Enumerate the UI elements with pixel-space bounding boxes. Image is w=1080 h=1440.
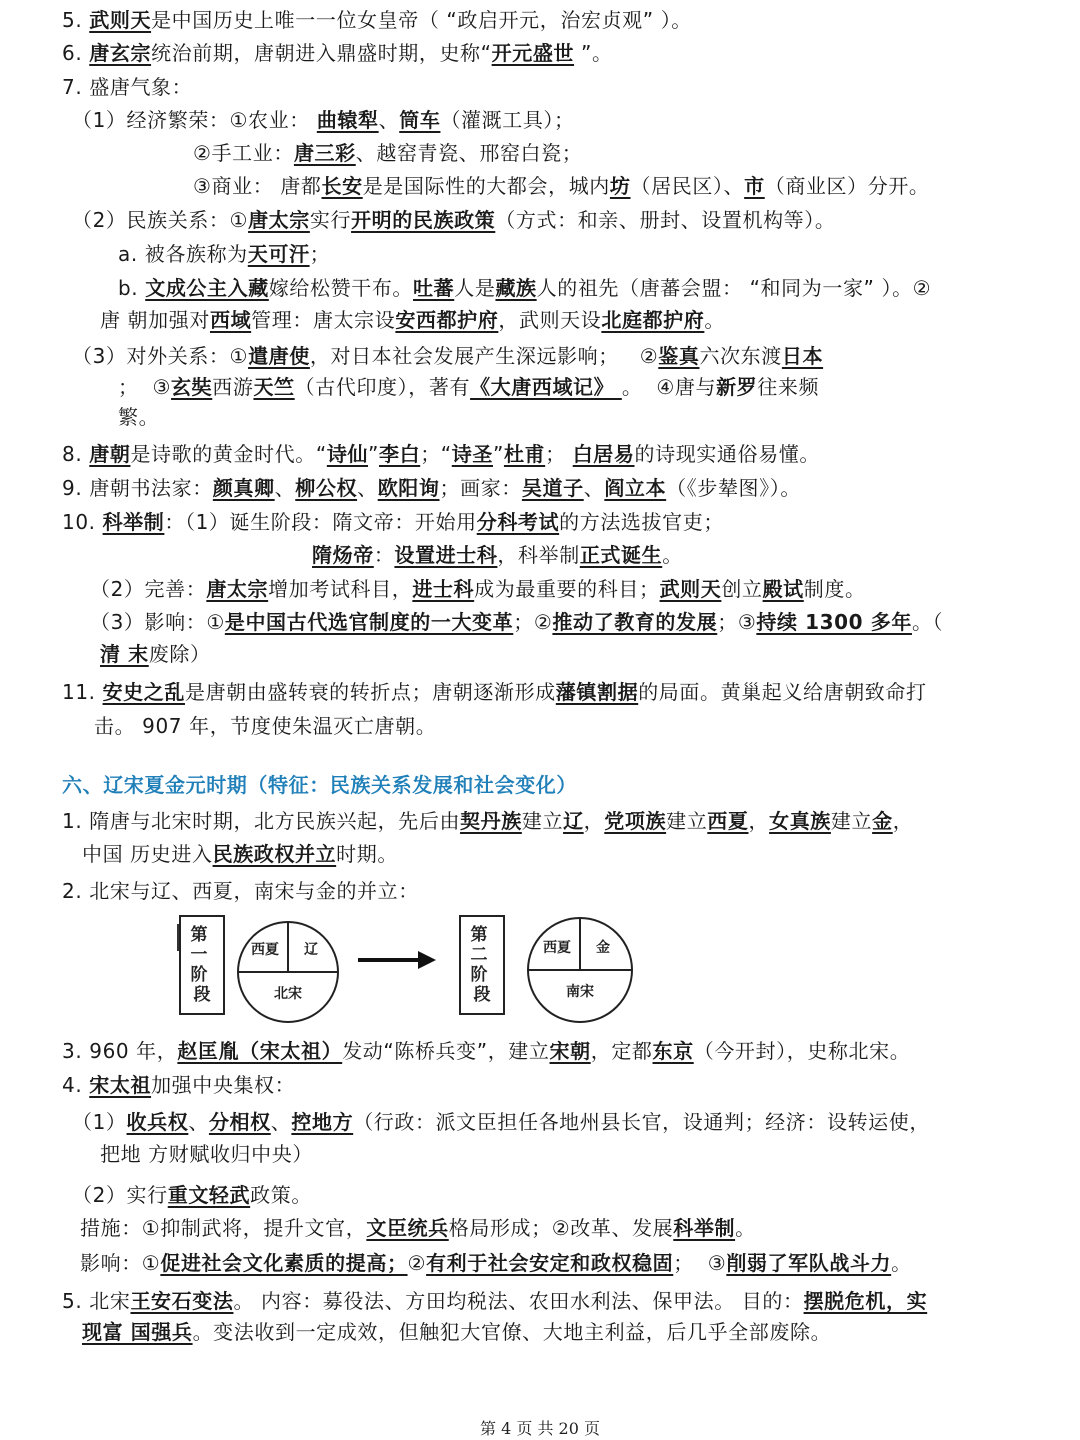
text-line: [118, 373, 819, 401]
key-term: 分科考试: [476, 510, 560, 534]
text-line: [72, 1181, 312, 1209]
text-run: （2）民族关系：①: [72, 208, 249, 232]
key-term: 控地方: [291, 1110, 354, 1134]
text-run: 。: [704, 308, 725, 332]
text-run: 管理：唐太宗设: [251, 308, 396, 332]
text-run: （3）影响：①: [90, 610, 225, 634]
key-term: 金: [872, 809, 893, 833]
text-run: 创立: [721, 577, 763, 601]
key-term: 赵匡胤（宋太祖）: [177, 1039, 343, 1063]
text-run: ；“: [420, 442, 452, 466]
text-run: 发动“陈桥兵变”，建立: [342, 1039, 550, 1063]
text-line: [62, 39, 613, 67]
key-term: 藏族: [495, 276, 537, 300]
stage1-region-xixia: 西夏: [251, 942, 279, 958]
key-term: 武则天: [89, 8, 152, 32]
key-term: 辽: [563, 809, 584, 833]
text-run: 8.: [62, 442, 90, 466]
text-run: ③商业： 唐都: [193, 174, 322, 198]
stage2-char-4: 段: [473, 985, 491, 1005]
text-run: ②手工业：: [193, 141, 294, 165]
text-run: ；②: [513, 610, 553, 634]
text-run: 。: [891, 1251, 912, 1275]
key-term: 殿试: [762, 577, 804, 601]
key-term: 文成公主入藏: [145, 276, 269, 300]
text-run: 格局形成；②改革、发展: [448, 1216, 674, 1240]
key-term: 西夏: [707, 809, 749, 833]
text-run: （居民区）、: [630, 174, 745, 198]
key-term: 女真族: [769, 809, 831, 833]
text-line: [72, 206, 835, 234]
key-term: 东京: [652, 1039, 694, 1063]
text-line: [62, 1037, 910, 1065]
key-term: 科举制: [102, 510, 165, 534]
key-term: 日本: [781, 344, 824, 368]
text-run: ； ③: [118, 375, 172, 399]
text-run: 人的祖先（唐蕃会盟： “和同为一家” ）。②: [536, 276, 932, 300]
text-run: 10.: [62, 510, 103, 534]
text-line: [100, 306, 725, 334]
key-term: 开明的民族政策: [351, 208, 496, 232]
text-run: ，武则天设: [498, 308, 602, 332]
key-term: 武则天: [659, 577, 722, 601]
text-run: 建立: [666, 809, 708, 833]
stage2-region-nansong: 南宋: [566, 984, 594, 1000]
text-run: ，: [748, 809, 770, 833]
text-line: [118, 274, 931, 302]
text-run: 是诗歌的黄金时代。“: [130, 442, 327, 466]
text-line: [100, 640, 211, 668]
text-line: [62, 678, 927, 706]
key-term: 遣唐使: [248, 344, 310, 368]
text-run: ；③: [717, 610, 757, 634]
key-term: 王安石变法: [130, 1289, 234, 1313]
key-term: 设置进士科: [394, 543, 498, 567]
text-run: 是是国际性的大都会，城内: [362, 174, 610, 198]
text-run: 废除）: [148, 642, 211, 666]
key-term: 现富 国强兵: [82, 1320, 193, 1344]
key-term: 契丹族: [460, 809, 522, 833]
key-term: 是中国古代选官制度的一大变革: [224, 610, 514, 634]
text-line: [90, 608, 943, 636]
text-run: 、: [583, 476, 605, 500]
text-line: [100, 1140, 313, 1168]
text-run: ：（1）诞生阶段：隋文帝：开始用: [164, 510, 477, 534]
text-line: [72, 342, 823, 370]
text-run: 影响：①: [80, 1251, 161, 1275]
key-term: 欧阳询: [377, 476, 440, 500]
stage2-region-xixia: 西夏: [543, 940, 571, 956]
text-line: [312, 541, 683, 569]
text-run: （古代印度），著有: [294, 375, 471, 399]
text-run: ：: [373, 543, 395, 567]
text-run: 11.: [62, 680, 103, 704]
text-run: 1. 隋唐与北宋时期，北方民族兴起，先后由: [62, 809, 461, 833]
text-run: 繁。: [118, 405, 160, 429]
text-run: ；: [309, 242, 331, 266]
text-run: 4.: [62, 1073, 90, 1097]
key-term: 党项族: [604, 809, 667, 833]
key-term: 唐玄宗: [89, 41, 152, 65]
text-run: 是唐朝由盛转衰的转折点；唐朝逐渐形成: [184, 680, 556, 704]
text-run: 唐 朝加强对: [100, 308, 210, 332]
text-line: [94, 712, 436, 740]
text-line: [72, 106, 575, 134]
key-term: 坊: [609, 174, 631, 198]
key-term: 开元盛世: [491, 41, 575, 65]
text-line: [62, 508, 724, 536]
key-term: 摆脱危机，实: [803, 1289, 928, 1313]
key-term: 安史之乱: [102, 680, 185, 704]
key-term: 收兵权: [126, 1110, 189, 1134]
text-line: [118, 240, 330, 268]
text-run: 人是: [454, 276, 496, 300]
text-run: ②: [407, 1251, 427, 1275]
text-run: 7. 盛唐气象：: [62, 75, 193, 99]
text-run: （《步辇图》）。: [666, 476, 801, 500]
text-run: 。: [662, 543, 683, 567]
text-run: a. 被各族称为: [118, 242, 248, 266]
text-line: [62, 73, 192, 101]
text-run: 建立: [830, 809, 873, 833]
key-term: 有利于社会安定和政权稳固: [426, 1251, 674, 1275]
page-footer: 第 4 页 共 20 页: [480, 1419, 600, 1438]
text-run: 西游: [212, 375, 254, 399]
key-term: 鉴真: [658, 344, 700, 368]
text-run: 5. 北宋: [62, 1289, 131, 1313]
text-run: （今开封），史称北宋。: [693, 1039, 911, 1063]
text-line: [62, 877, 419, 905]
text-run: 把地 方财赋收归中央）: [100, 1142, 313, 1166]
key-term: 唐太宗: [248, 208, 310, 232]
text-run: （2）实行: [72, 1183, 168, 1207]
key-term: 西域: [209, 308, 252, 332]
key-term: 分相权: [208, 1110, 271, 1134]
text-run: （1）: [72, 1110, 127, 1134]
text-run: ，: [583, 809, 605, 833]
key-term: 天竺: [253, 375, 295, 399]
stage1-region-liao: 辽: [304, 942, 318, 958]
text-run: 实行: [309, 208, 352, 232]
text-run: 加强中央集权：: [151, 1073, 296, 1097]
text-run: 新罗: [716, 375, 758, 399]
text-run: 是中国历史上唯一一位女皇帝（ “政启开元，治宏贞观” ）。: [151, 8, 692, 32]
text-run: 往来频: [757, 375, 820, 399]
text-line: [62, 440, 820, 468]
key-term: 杜甫: [503, 442, 546, 466]
stage2-region-jin: 金: [596, 940, 610, 956]
key-term: 宋朝: [549, 1039, 591, 1063]
text-run: 增加考试科目，: [268, 577, 413, 601]
key-term: 《大唐西域记》: [470, 375, 622, 399]
key-term: 唐三彩: [293, 141, 356, 165]
text-run: 嫁给松赞干布。: [268, 276, 414, 300]
right-arrow-icon: [358, 951, 436, 969]
key-term: 清 末: [100, 642, 149, 666]
text-run: ，对日本社会发展产生深远影响； ②: [309, 344, 659, 368]
key-term: 曲辕犁: [316, 108, 379, 132]
text-run: b.: [118, 276, 146, 300]
stage1-char-2: 一: [190, 945, 208, 965]
text-run: 、越窑青瓷、邢窑白瓷；: [355, 141, 583, 165]
text-run: ；画家：: [439, 476, 522, 500]
text-run: ； ③: [673, 1251, 727, 1275]
text-run: 、: [188, 1110, 209, 1134]
text-run: ”: [492, 442, 504, 466]
text-line: [80, 1249, 912, 1277]
key-term: 颜真卿: [212, 476, 275, 500]
song-liao-xixia-jin-diagram: [170, 906, 650, 1026]
text-line: [62, 6, 692, 34]
text-run: 政策。: [250, 1183, 312, 1207]
stage2-char-1: 第: [470, 925, 488, 945]
text-line: [118, 403, 159, 431]
key-term: 宋太祖: [89, 1073, 152, 1097]
section-heading: 六、辽宋夏金元时期（特征：民族关系发展和社会变化）: [62, 773, 577, 797]
text-run: （3）对外关系：①: [72, 344, 249, 368]
text-line: [62, 1287, 927, 1315]
text-line: [193, 172, 930, 200]
stage1-char-4: 段: [193, 985, 211, 1005]
text-run: ，: [892, 809, 914, 833]
text-run: 、: [378, 108, 400, 132]
text-run: 六次东渡: [699, 344, 782, 368]
text-run: （商业区）分开。: [764, 174, 930, 198]
text-run: 9. 唐朝书法家：: [62, 476, 213, 500]
text-line: [72, 1108, 930, 1136]
key-term: 藩镇割据: [555, 680, 639, 704]
stage2-char-2: 二: [470, 945, 488, 965]
text-run: （行政：派文臣担任各地州县长官，设通判；经济：设转运使，: [353, 1110, 930, 1134]
key-term: 隋炀帝: [312, 543, 374, 567]
text-run: 时期。: [336, 842, 398, 866]
key-term: 柳公权: [295, 476, 358, 500]
key-term: 重文轻武: [167, 1183, 251, 1207]
text-run: 3. 960 年，: [62, 1039, 178, 1063]
key-term: 白居易: [572, 442, 635, 466]
text-run: 、: [270, 1110, 292, 1134]
text-run: ；: [545, 442, 573, 466]
stage2-char-3: 阶: [470, 965, 488, 985]
key-term: 持续 1300 多年: [756, 610, 912, 634]
text-run: 建立: [521, 809, 564, 833]
key-term: 吴道子: [521, 476, 584, 500]
text-run: 制度。: [803, 577, 866, 601]
stage1-region-beisong: 北宋: [274, 986, 302, 1002]
text-line: [62, 807, 913, 835]
text-run: 。（: [911, 610, 944, 634]
key-term: 北庭都护府: [601, 308, 705, 332]
text-run: 的诗现实通俗易懂。: [634, 442, 820, 466]
key-term: 诗圣: [451, 442, 493, 466]
text-run: 。: [735, 1216, 756, 1240]
text-run: ”: [368, 442, 379, 466]
text-line: [82, 1318, 831, 1346]
key-term: 削弱了军队战斗力: [726, 1251, 892, 1275]
text-run: （灌溉工具）；: [440, 108, 575, 132]
key-term: 安西都护府: [395, 308, 499, 332]
key-term: 李白: [379, 442, 421, 466]
text-run: 中国 历史进入: [82, 842, 213, 866]
text-run: 、: [357, 476, 378, 500]
key-term: 长安: [321, 174, 363, 198]
text-line: [62, 474, 801, 502]
text-run: 统治前期，唐朝进入鼎盛时期，史称“: [151, 41, 492, 65]
key-term: 唐太宗: [206, 577, 269, 601]
text-line: [90, 575, 866, 603]
text-run: 。变法收到一定成效，但触犯大官僚、大地主利益，后几乎全部废除。: [192, 1320, 832, 1344]
key-term: 唐朝: [89, 442, 131, 466]
text-run: 的方法选拔官吏；: [559, 510, 724, 534]
stage1-char-3: 阶: [190, 965, 208, 985]
key-term: 文臣统兵: [366, 1216, 449, 1240]
key-term: 民族政权并立: [212, 842, 337, 866]
text-run: （2）完善：: [90, 577, 207, 601]
text-run: 的局面。黄巢起义给唐朝致命打: [638, 680, 927, 704]
text-line: [62, 771, 577, 799]
text-run: （1）经济繁荣：①农业：: [72, 108, 317, 132]
text-run: 2. 北宋与辽、西夏，南宋与金的并立：: [62, 879, 419, 903]
text-run: 。 内容：募役法、方田均税法、农田水利法、保甲法。 目的：: [233, 1289, 804, 1313]
key-term: 筒车: [399, 108, 441, 132]
text-run: 成为最重要的科目；: [474, 577, 660, 601]
key-term: 阎立本: [604, 476, 667, 500]
text-run: 措施：①抑制武将，提升文官，: [80, 1216, 367, 1240]
key-term: 科举制: [673, 1216, 736, 1240]
text-run: ，定都: [590, 1039, 653, 1063]
key-term: 天可汗: [247, 242, 310, 266]
stage1-char-1: 第: [190, 925, 208, 945]
key-term: 玄奘: [171, 375, 213, 399]
text-run: 6.: [62, 41, 90, 65]
text-run: 、: [274, 476, 296, 500]
text-run: 。 ④唐与: [621, 375, 717, 399]
text-line: [80, 1214, 756, 1242]
key-term: 正式诞生: [579, 543, 663, 567]
text-run: ”。: [574, 41, 613, 65]
key-term: 诗仙: [326, 442, 369, 466]
text-line: [62, 1071, 295, 1099]
key-term: 市: [744, 174, 765, 198]
stage1-label: [191, 924, 214, 1005]
text-run: （方式：和亲、册封、设置机构等）。: [495, 208, 836, 232]
key-term: 吐蕃: [413, 276, 455, 300]
text-line: [82, 840, 398, 868]
text-run: ，科举制: [497, 543, 580, 567]
key-term: 推动了教育的发展: [552, 610, 718, 634]
key-term: 进士科: [412, 577, 475, 601]
stage2-label: [471, 924, 494, 1005]
text-run: 5.: [62, 8, 90, 32]
key-term: 促进社会文化素质的提高；: [160, 1251, 408, 1275]
text-run: 击。 907 年，节度使朱温灭亡唐朝。: [94, 714, 437, 738]
text-line: [193, 139, 582, 167]
